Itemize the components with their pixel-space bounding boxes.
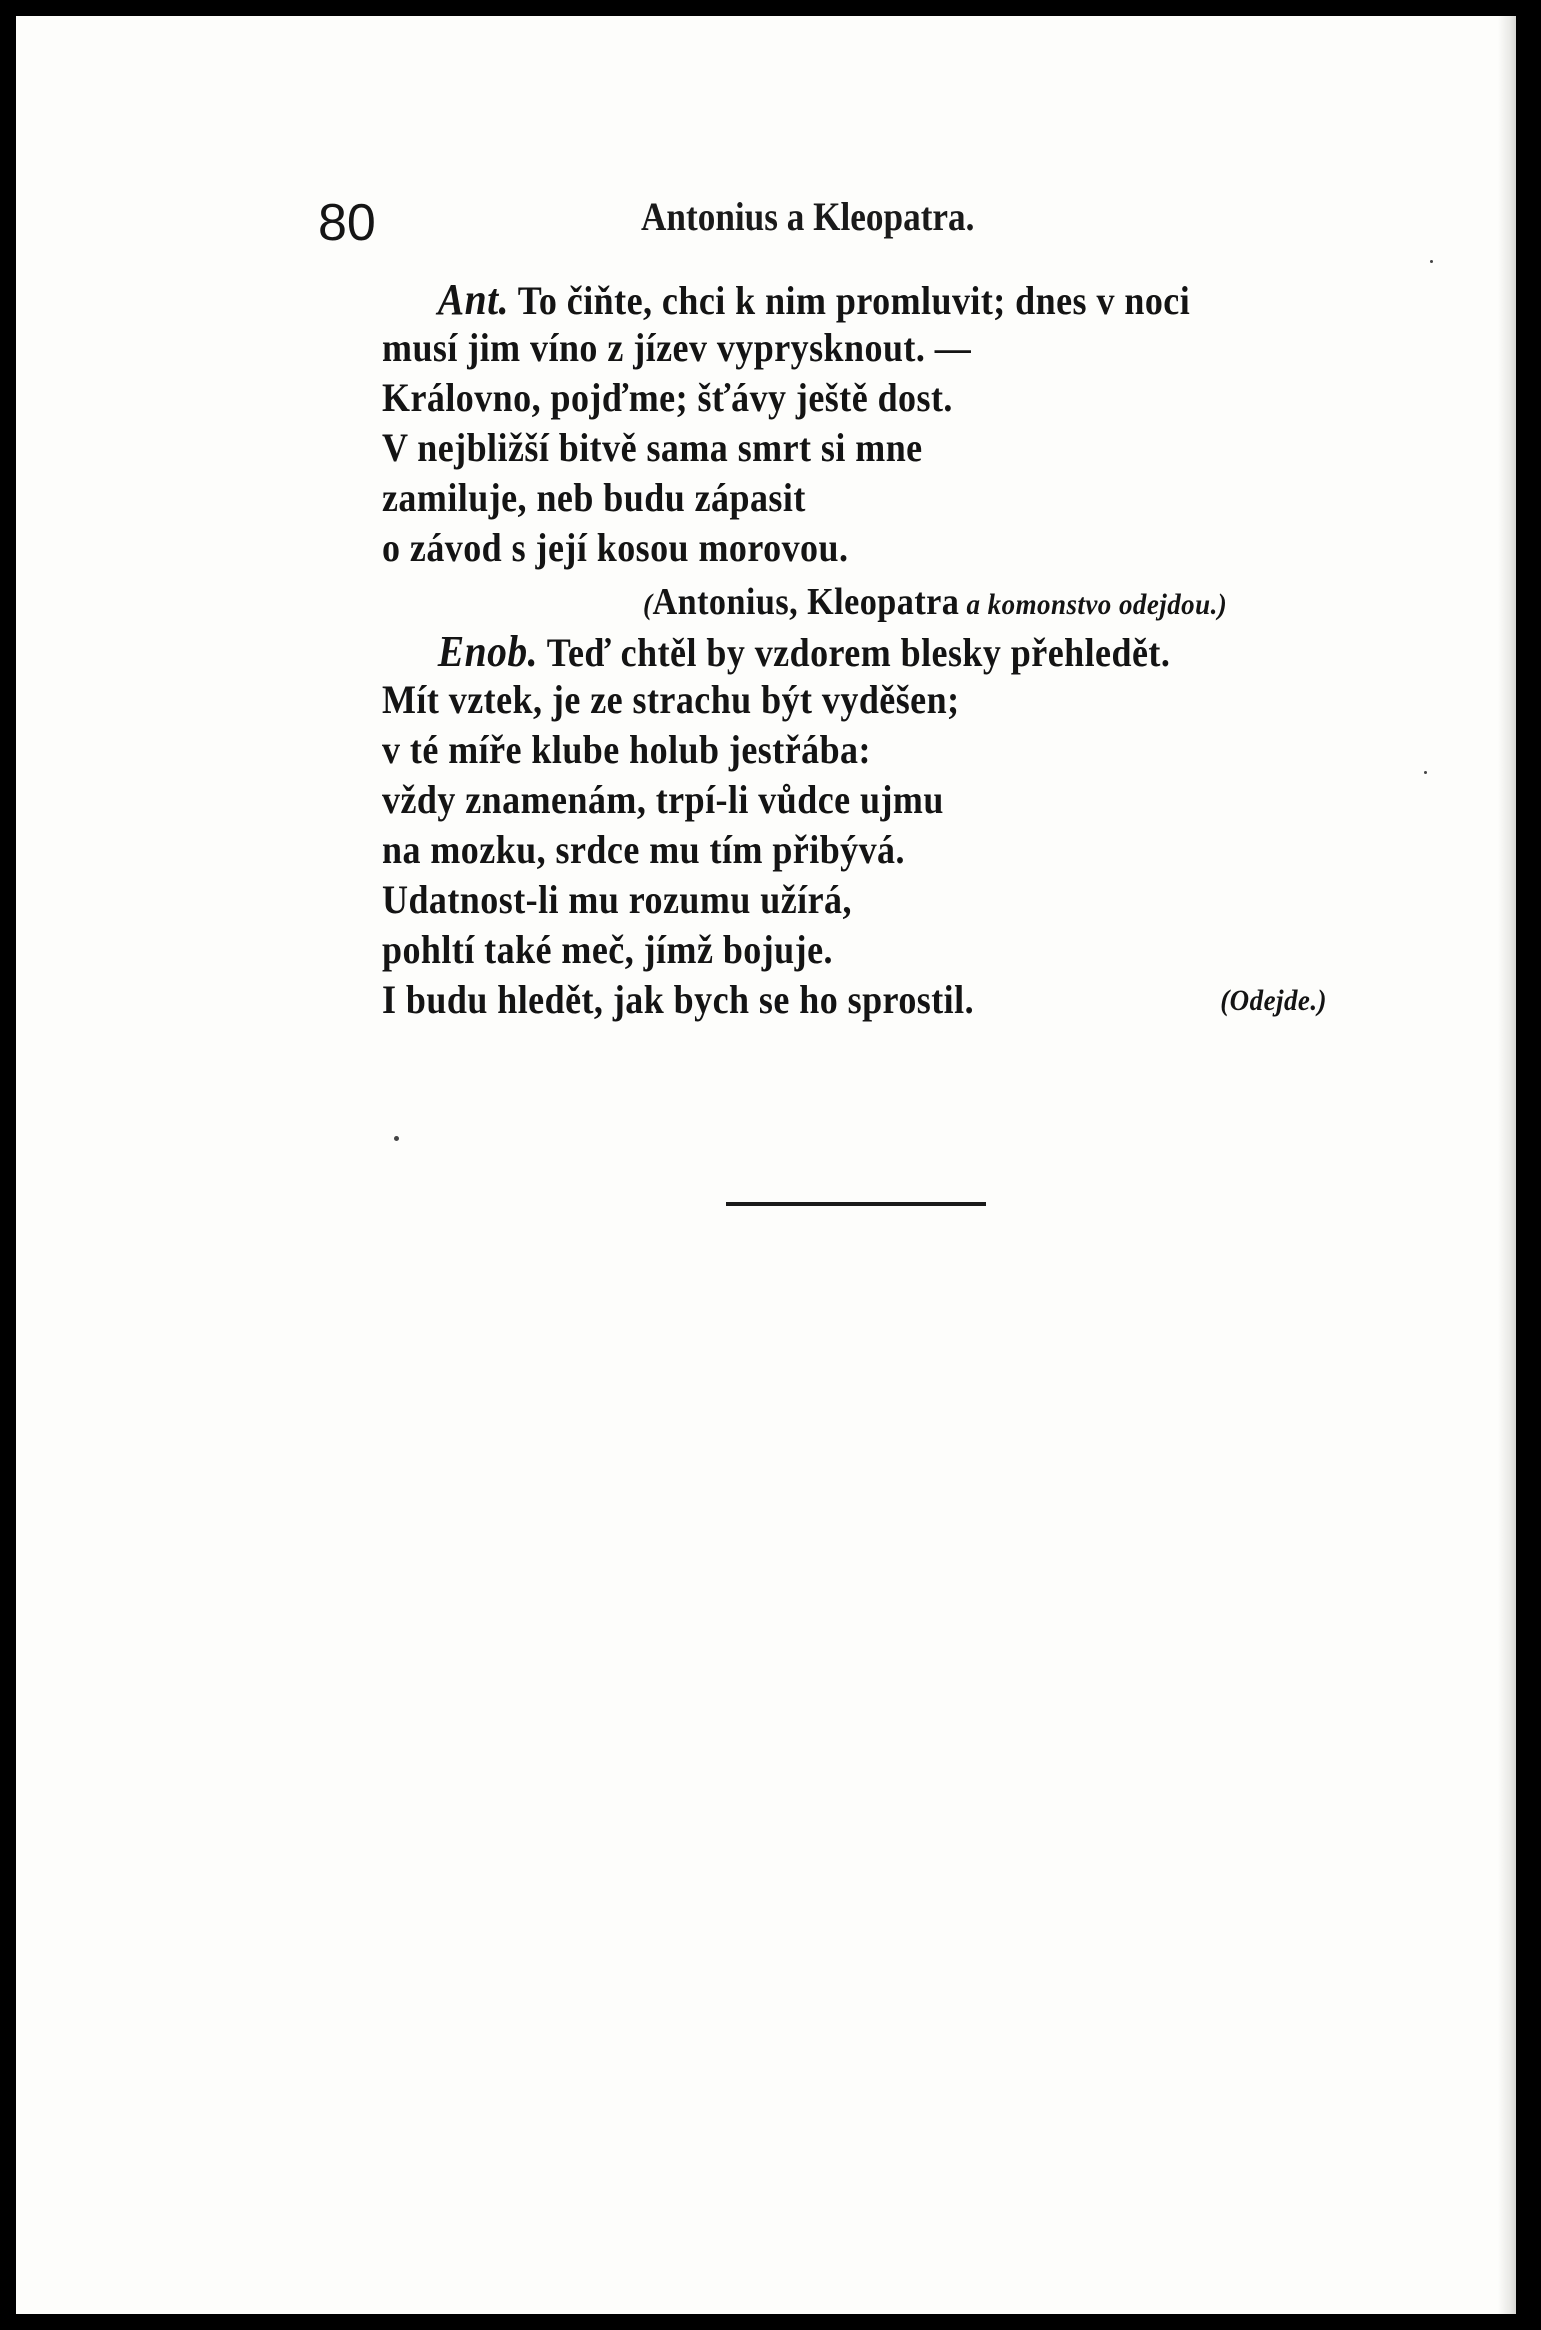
- scan-speck: [1424, 771, 1427, 774]
- verse-line: V nejbližší bitvě sama smrt si mne: [382, 425, 923, 470]
- verse-line: vždy znamenám, trpí-li vůdce ujmu: [382, 777, 944, 822]
- verse-line: musí jim víno z jízev vyprysknout. —: [382, 325, 972, 370]
- speaker-name: Enob.: [437, 627, 538, 676]
- verse-text: To čiňte, chci k nim promluvit; dnes v noci: [508, 278, 1191, 323]
- page-edge-shadow: [1498, 16, 1516, 2314]
- verse-text: I budu hledět, jak bych se ho sprostil.: [382, 977, 975, 1022]
- stage-direction: [382, 580, 1516, 624]
- page-header: [16, 179, 1516, 252]
- end-of-scene-rule: [726, 1202, 986, 1206]
- exit-direction: (Odejde.): [1220, 984, 1327, 1017]
- verse-line: [382, 976, 1327, 1023]
- verse-line: Udatnost-li mu rozumu užírá,: [382, 877, 852, 922]
- scan-speck: [394, 1136, 399, 1141]
- verse-line: Královno, pojďme; šťávy ještě dost.: [382, 375, 953, 420]
- stage-direction-rest: a komonstvo odejdou.): [959, 588, 1228, 621]
- book-page: [16, 16, 1516, 2314]
- page-number: 80: [318, 194, 376, 252]
- scan-speck: [1430, 260, 1433, 263]
- speaker-name: Ant.: [437, 275, 509, 324]
- stage-direction-open: (: [643, 588, 653, 621]
- verse-line: pohltí také meč, jímž bojuje.: [382, 927, 833, 972]
- verse-line: [382, 274, 1356, 325]
- verse-line: na mozku, srdce mu tím přibývá.: [382, 827, 905, 872]
- running-title: Antonius a Kleopatra.: [641, 194, 975, 239]
- stage-direction-names: Antonius, Kleopatra: [652, 581, 960, 623]
- verse-line: [382, 626, 1356, 677]
- verse-line: zamiluje, neb budu zápasit: [382, 475, 806, 520]
- verse-line: v té míře klube holub jestřába:: [382, 727, 871, 772]
- verse-text: Teď chtěl by vzdorem blesky přehledět.: [537, 630, 1171, 675]
- verse-line: o závod s její kosou morovou.: [382, 525, 849, 570]
- verse-line: Mít vztek, je ze strachu být vyděšen;: [382, 677, 960, 722]
